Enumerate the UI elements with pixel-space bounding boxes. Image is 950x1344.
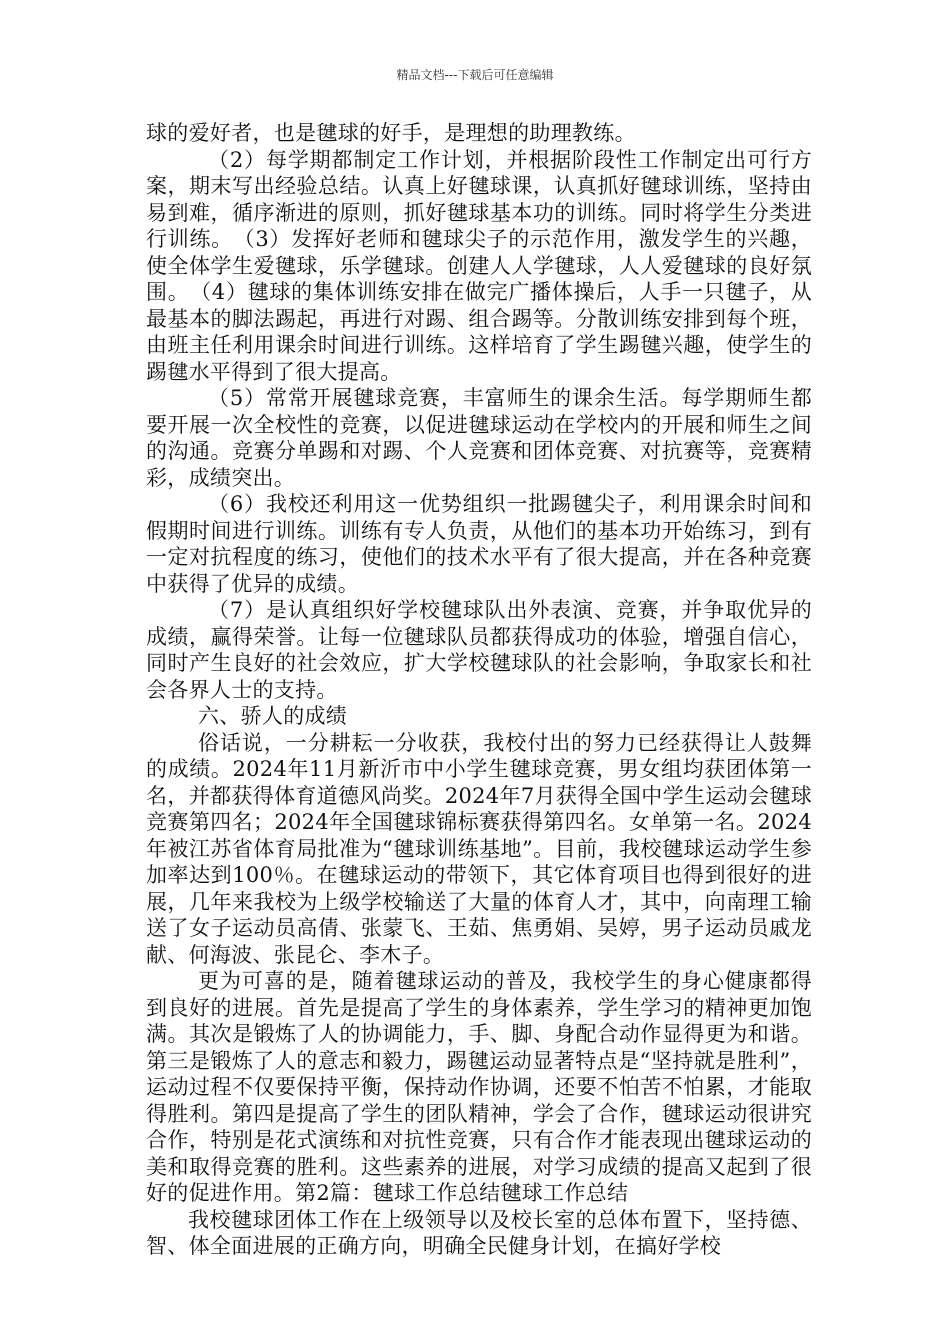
paragraph-6: 俗话说，一分耕耘一分收获，我校付出的努力已经获得让人鼓舞的成绩。2024年11月新沂市中小学生毽球竞赛，男女组均获团体第一名，并都获得体育道德风尚奖。2024年7月获得全国中学生运动会毽球竞赛第四名；2024年全国毽球锦标赛获得第四名。女单第一名。2024年被江苏省体育局批准为“毽球训练基地”。目前，我校毽球运动学生参加率达到100％。在毽球运动的带领下，其它体育项目也得到很好的进展，几年来我校为上级学校输送了大量的体育人才，其中，向南理工输送了女子运动员高倩、张蒙飞、王茹、焦勇娟、吴婷，男子运动员戚龙献、何海波、张昆仑、李木子。 <box>146 730 812 967</box>
paragraph-3: （5）常常开展毽球竞赛，丰富师生的课余生活。每学期师生都要开展一次全校性的竞赛，以促进毽球运动在学校内的开展和师生之间的沟通。竞赛分单踢和对踢、个人竞赛和团体竞赛、对抗赛等，竞赛精彩，成绩突出。 <box>146 386 812 490</box>
paragraph-4: （6）我校还利用这一优势组织一批踢毽尖子，利用课余时间和假期时间进行训练。训练有专人负责，从他们的基本功开始练习，到有一定对抗程度的练习，使他们的技术水平有了很大提高，并在各种竞赛中获得了优异的成绩。 <box>146 492 812 596</box>
document-body <box>146 120 812 1260</box>
paragraph-8: 我校毽球团体工作在上级领导以及校长室的总体布置下，坚持德、智、体全面进展的正确方向，明确全民健身计划，在搞好学校 <box>146 1207 812 1258</box>
paragraph-1: 球的爱好者，也是毽球的好手，是理想的助理教练。 <box>146 121 636 145</box>
paragraph-5: （7）是认真组织好学校毽球队出外表演、竞赛，并争取优异的成绩，赢得荣誉。让每一位毽球队员都获得成功的体验，增强自信心，同时产生良好的社会效应，扩大学校毽球队的社会影响，争取家长和社会各界人士的支持。 <box>146 598 812 702</box>
paragraph-7: 更为可喜的是，随着毽球运动的普及，我校学生的身心健康都得到良好的进展。首先是提高了学生的身体素养，学生学习的精神更加饱满。其次是锻炼了人的协调能力，手、脚、身配合动作显得更为和谐。第三是锻炼了人的意志和毅力，踢毽运动显著特点是“坚持就是胜利”，运动过程不仅要保持平衡，保持动作协调，还要不怕苦不怕累，才能取得胜利。第四是提高了学生的团队精神，学会了合作，毽球运动很讲究合作，特别是花式演练和对抗性竞赛，只有合作才能表现出毽球运动的美和取得竞赛的胜利。这些素养的进展，对学习成绩的提高又起到了很好的促进作用。第2篇：毽球工作总结毽球工作总结 <box>146 969 812 1205</box>
section-heading: 六、骄人的成绩 <box>198 704 348 728</box>
page-header: 精品文档---下载后可任意编辑 <box>396 68 554 82</box>
paragraph-2: （2）每学期都制定工作计划，并根据阶段性工作制定出可行方案，期末写出经验总结。认真上好毽球课，认真抓好毽球训练，坚持由易到难，循序渐进的原则，抓好毽球基本功的训练。同时将学生分类进行训练。 （3）发挥好老师和毽球尖子的示范作用，激发学生的兴趣，使全体学生爱毽球，乐学毽球。创建人人学毽球，人人爱毽球的良好氛围。 （4）毽球的集体训练安排在做完广播体操后，人手一只毽子，从最基本的脚法踢起，再进行对踢、组合踢等。分散训练安排到每个班，由班主任利用课余时间进行训练。这样培育了学生踢毽兴趣，使学生的踢毽水平得到了很大提高。 <box>146 147 812 384</box>
